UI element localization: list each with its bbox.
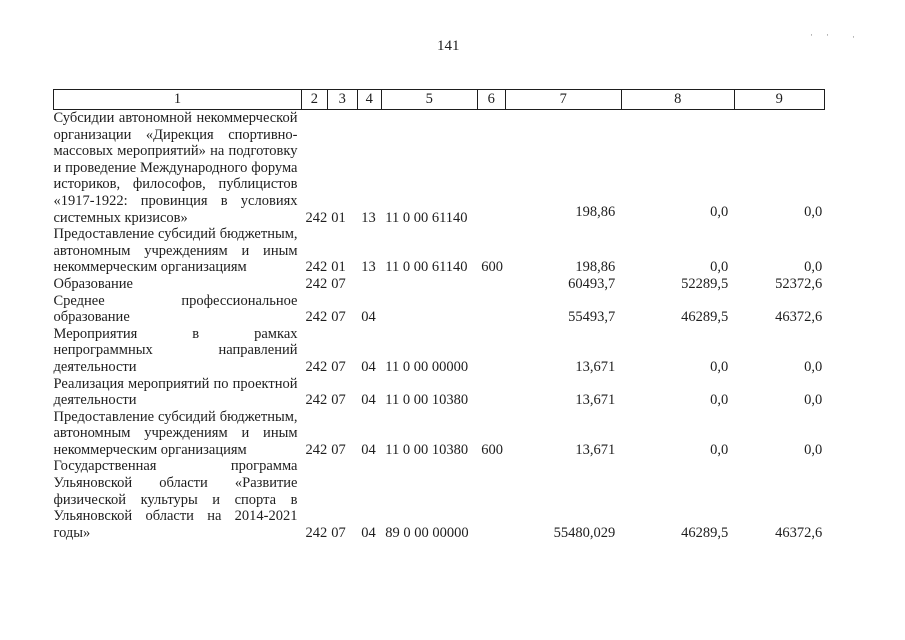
cell-code	[477, 110, 505, 227]
table-row	[54, 293, 825, 326]
cell-code: 07	[331, 441, 346, 458]
table-row	[54, 458, 825, 541]
cell-amount: 13,671	[575, 358, 616, 375]
cell-code: 242	[305, 309, 328, 326]
cell-code: 11 0 00 10380	[385, 392, 469, 409]
cell-code: 11 0 00 61140	[385, 259, 468, 276]
cell-code: 13	[361, 209, 376, 226]
row-name: Субсидии автономной некоммерческой организации «Дирекция спортивно-массовых мероприятий» на подготовку и проведение Международного форума историков, философов, публицистов «1917-1922: провинция в условиях системных кризисов»	[53, 110, 298, 226]
row-name: Мероприятия в рамках непрограммных направлений деятельности	[53, 325, 298, 375]
table-row	[54, 409, 825, 459]
cell-amount: 52289,5	[681, 275, 729, 292]
cell-code	[477, 326, 505, 376]
cell-amount: 0,0	[710, 358, 729, 375]
table-row	[54, 110, 825, 227]
cell-code: 07	[331, 309, 346, 326]
table-row	[54, 226, 825, 276]
cell-code	[381, 276, 477, 293]
cell-code: 04	[361, 524, 376, 541]
column-header: 1	[54, 90, 302, 110]
cell-code: 242	[305, 441, 328, 458]
cell-code: 11 0 00 00000	[385, 358, 469, 375]
cell-code: 04	[361, 441, 376, 458]
column-header: 2	[302, 90, 328, 110]
cell-code: 11 0 00 61140	[385, 209, 468, 226]
column-header: 7	[505, 90, 621, 110]
cell-code: 242	[305, 524, 328, 541]
cell-code: 01	[331, 259, 346, 276]
row-name: Реализация мероприятий по проектной деятельности	[53, 375, 298, 409]
cell-code: 242	[305, 209, 328, 226]
cell-code: 242	[305, 358, 328, 375]
column-header: 8	[621, 90, 734, 110]
cell-code: 13	[361, 259, 376, 276]
cell-code	[477, 293, 505, 326]
table-row	[54, 326, 825, 376]
column-header: 5	[381, 90, 477, 110]
cell-code: 242	[305, 275, 328, 292]
column-header: 3	[327, 90, 357, 110]
scan-speck: ·	[810, 30, 813, 40]
cell-code	[357, 276, 381, 293]
cell-amount: 13,671	[575, 441, 616, 458]
cell-amount: 52372,6	[775, 275, 823, 292]
cell-amount: 13,671	[575, 392, 616, 409]
cell-code: 07	[331, 358, 346, 375]
row-name: Предоставление субсидий бюджетным, автономным учреждениям и иным некоммерческим организациям	[53, 226, 298, 276]
cell-code: 89 0 00 00000	[385, 524, 469, 541]
row-name: Государственная программа Ульяновской области «Развитие физической культуры и спорта в Ульяновской области на 2014-2021 годы»	[53, 458, 298, 541]
cell-amount: 60493,7	[568, 275, 616, 292]
row-name: Предоставление субсидий бюджетным, автономным учреждениям и иным некоммерческим организациям	[53, 408, 298, 458]
cell-code: 07	[331, 524, 346, 541]
scan-speck: ·	[826, 30, 829, 40]
cell-code: 01	[331, 209, 346, 226]
cell-amount: 0,0	[710, 259, 729, 276]
table-row	[54, 376, 825, 409]
cell-code: 04	[361, 309, 376, 326]
cell-code: 07	[331, 392, 346, 409]
cell-amount: 0,0	[710, 441, 729, 458]
budget-table	[53, 89, 825, 541]
column-header: 9	[734, 90, 824, 110]
cell-amount: 0,0	[804, 259, 823, 276]
row-name: Образование	[53, 275, 133, 292]
cell-amount: 0,0	[804, 358, 823, 375]
cell-code: 04	[361, 358, 376, 375]
cell-amount: 0,0	[710, 392, 729, 409]
cell-code: 04	[361, 392, 376, 409]
cell-amount: 0,0	[804, 392, 823, 409]
column-header: 4	[357, 90, 381, 110]
cell-code: 07	[331, 275, 346, 292]
cell-amount: 46372,6	[775, 524, 823, 541]
cell-amount: 46289,5	[681, 309, 729, 326]
cell-amount: 46372,6	[775, 309, 823, 326]
cell-code: 600	[481, 441, 503, 458]
cell-code: 11 0 00 10380	[385, 441, 469, 458]
cell-amount: 55493,7	[568, 309, 616, 326]
cell-code: 242	[305, 392, 328, 409]
cell-amount: 0,0	[804, 203, 823, 220]
cell-code: 242	[305, 259, 328, 276]
cell-amount: 0,0	[710, 203, 729, 220]
cell-code	[381, 293, 477, 326]
table-header	[54, 90, 825, 110]
table-row	[54, 276, 825, 293]
row-name: Среднее профессиональное образование	[53, 292, 298, 326]
cell-amount: 0,0	[804, 441, 823, 458]
cell-amount: 198,86	[575, 203, 616, 220]
cell-amount: 46289,5	[681, 524, 729, 541]
cell-amount: 55480,029	[553, 524, 616, 541]
cell-amount: 198,86	[575, 259, 616, 276]
page-number: 141	[437, 38, 460, 54]
scan-speck: ·	[852, 32, 855, 42]
cell-code: 600	[481, 259, 503, 276]
cell-code	[477, 376, 505, 409]
cell-code	[477, 458, 505, 541]
cell-code	[477, 276, 505, 293]
column-header: 6	[477, 90, 505, 110]
